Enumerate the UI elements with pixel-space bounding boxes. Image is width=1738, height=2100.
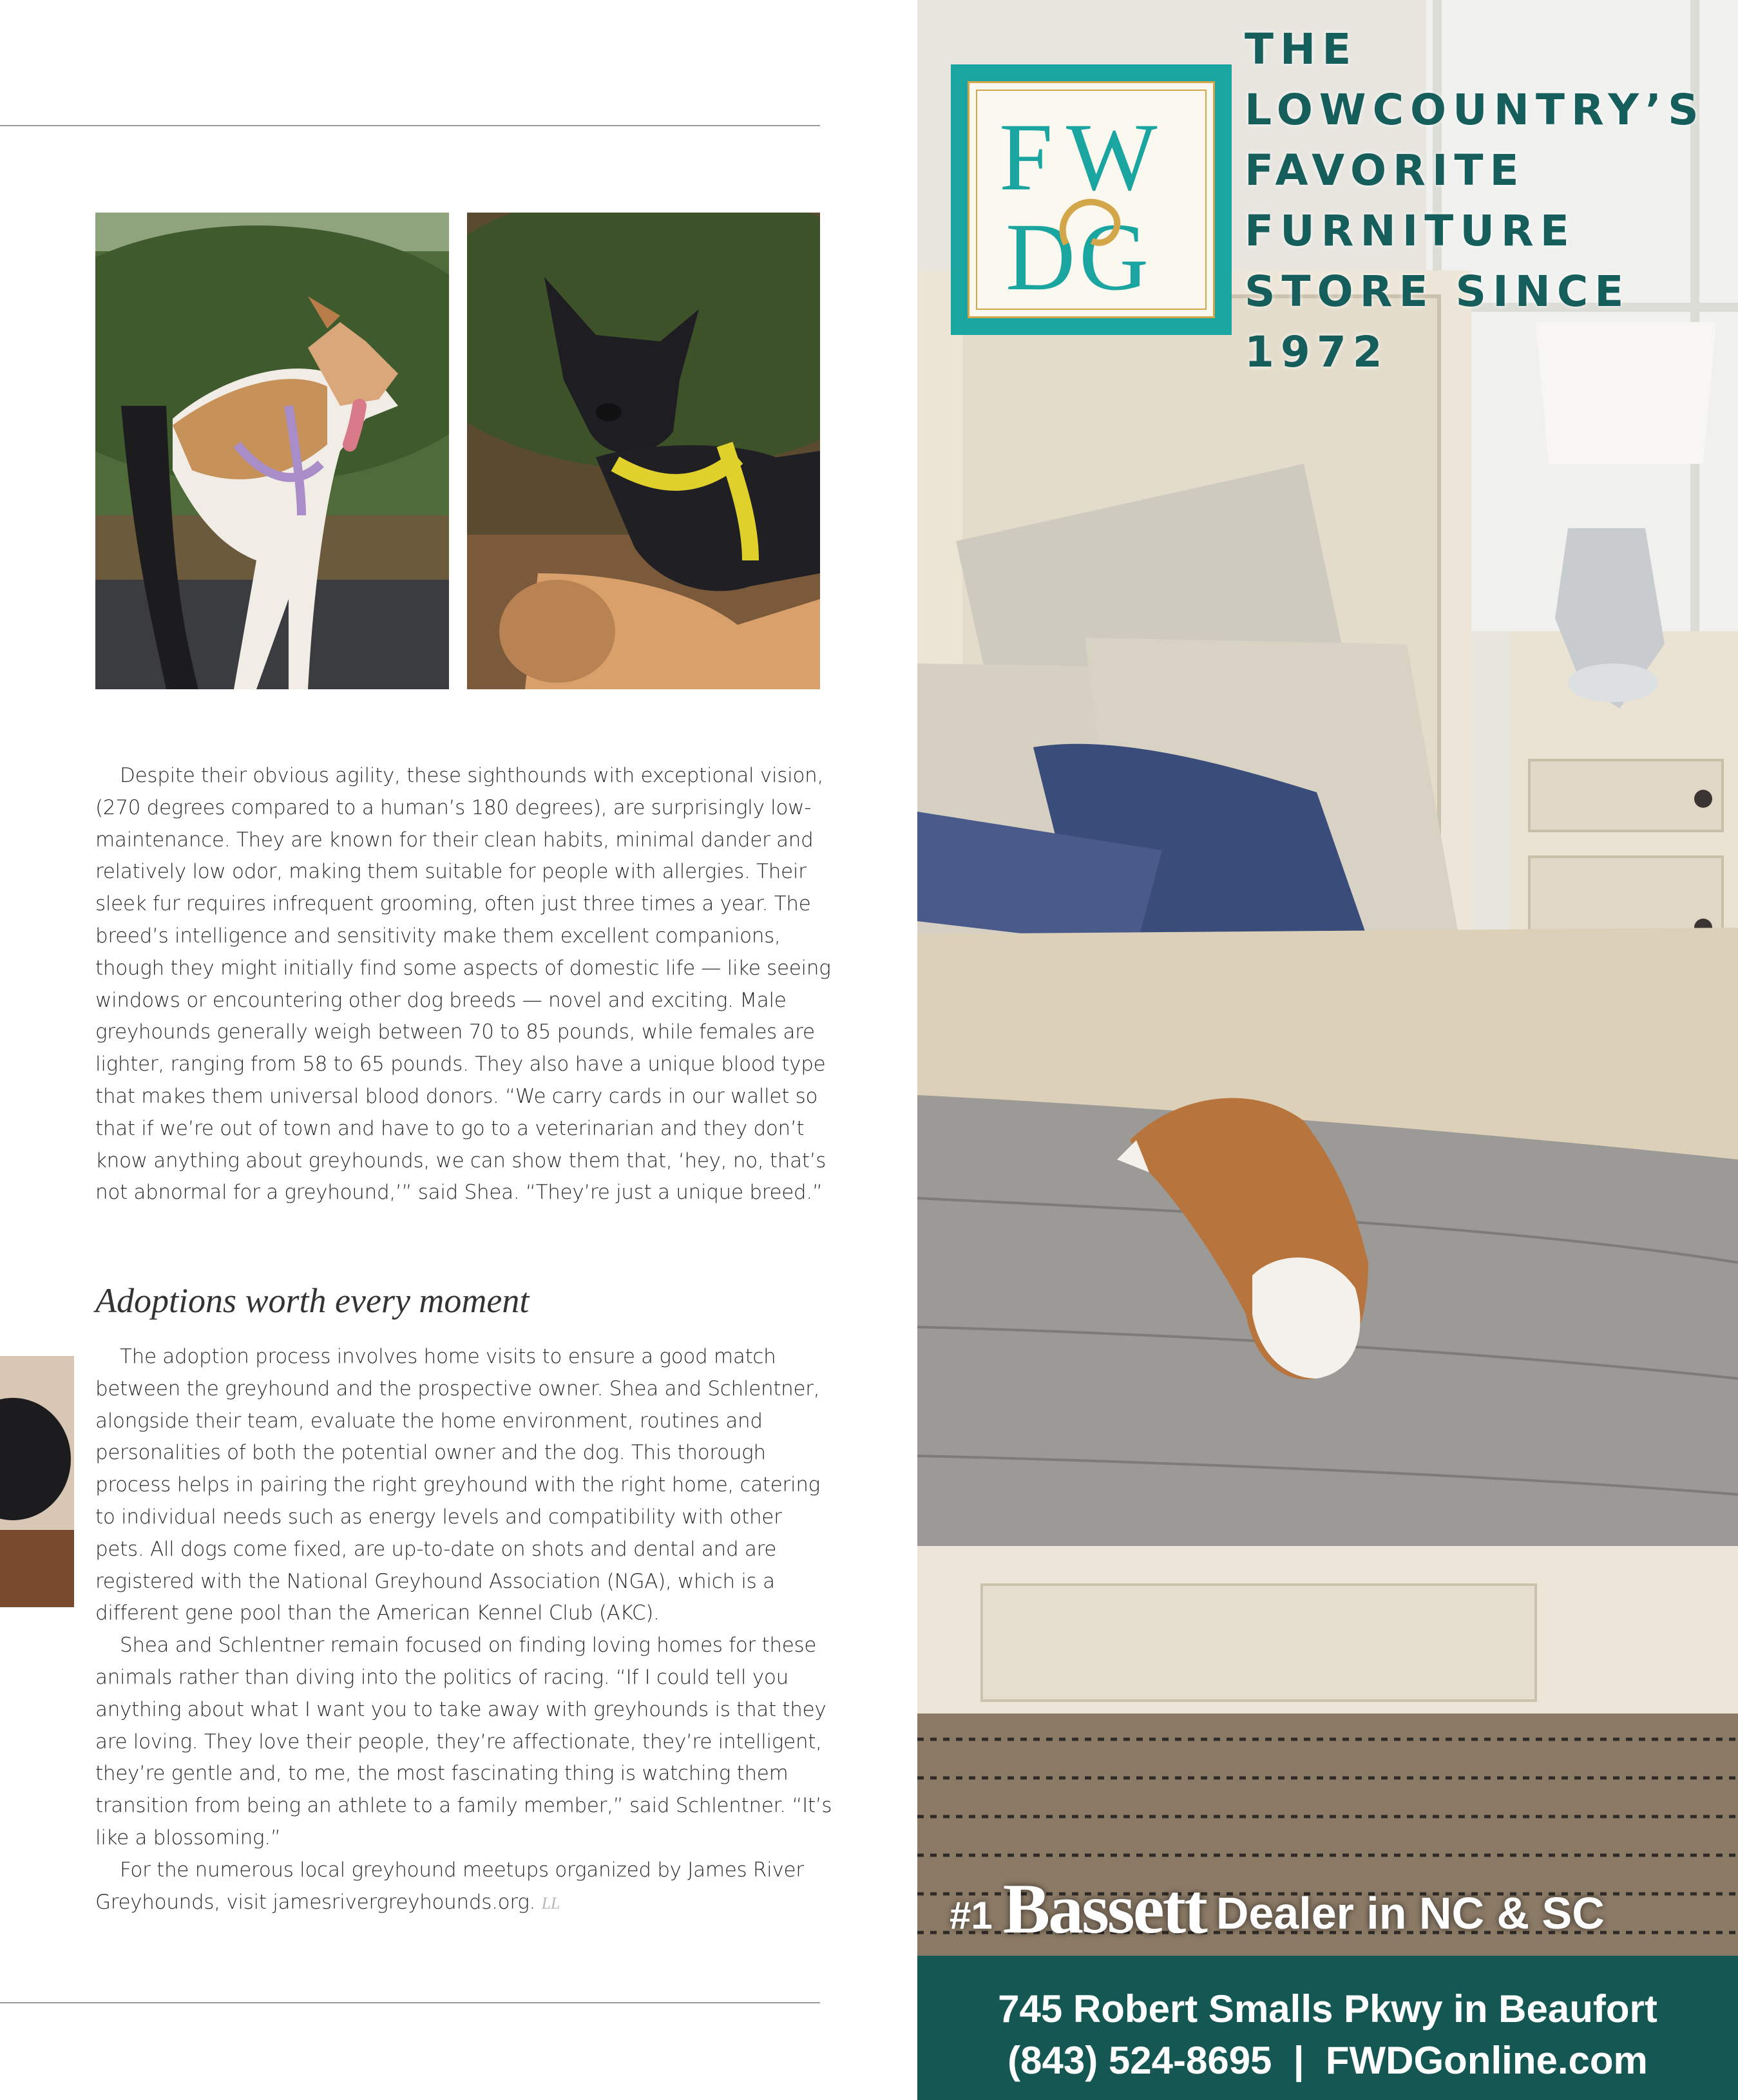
- article-body-part2: [95, 1341, 836, 1919]
- store-address: 745 Robert Smalls Pkwy in Beaufort: [998, 1987, 1657, 2030]
- tagline-line: LOWCOUNTRY’S: [1245, 85, 1705, 135]
- tagline-line: THE: [1245, 24, 1358, 74]
- store-contact[interactable]: (843) 524-8695 | FWDGonline.com: [1007, 2039, 1648, 2082]
- top-rule: [0, 125, 820, 126]
- article-paragraph: The adoption process involves home visits to ensure a good match between the greyhound and the prospective owner. Shea and Schlentner, alongside their team, evaluate the home environment, routines and personalities of both the potential owner and the dog. This thorough process helps in pairing the right greyhound with the right home, catering to individual needs such as energy levels and compatibility with other pets. All dogs come fixed, are up-to-date on shots and dental and are registered with the National Greyhound Association (NGA), which is a different gene pool than the American Kennel Club (AKC).: [95, 1345, 820, 1625]
- article-paragraph: Shea and Schlentner remain focused on finding loving homes for these animals rather than diving into the politics of racing. “If I could tell you anything about what I want you to take away with greyhounds is that they are loving. They love their people, they’re affectionate, they’re intelligent, they’re gentle and, to me, the most fascinating thing is watching them transition from being an athlete to a family member,” said Schlentner. “It’s like a blossoming.”: [95, 1634, 832, 1849]
- fwdg-logo: [951, 64, 1232, 335]
- svg-text:G: G: [1079, 204, 1149, 310]
- article-subhead: Adoptions worth every moment: [95, 1281, 530, 1320]
- bottom-rule: [0, 2002, 820, 2003]
- ad-contact-footer: [917, 1956, 1738, 2100]
- greyhound-photo-right: [467, 213, 820, 689]
- svg-text:F: F: [999, 104, 1053, 211]
- svg-text:D: D: [1006, 204, 1076, 310]
- tagline-line: FAVORITE: [1245, 146, 1525, 195]
- article-paragraph: Despite their obvious agility, these sighthounds with exceptional vision, (270 degrees compared to a human’s 180 degrees), are surprisingly low-maintenance. They are known for their clean habits, minimal dander and relatively low odor, making them suitable for people with allergies. Their sleek fur requires infrequent grooming, often just three times a year. The breed’s intelligence and sensitivity make them excellent companions, though they might initially find some aspects of domestic life — like seeing windows or encountering other dog breeds — novel and exciting. Male greyhounds generally weigh between 70 to 85 pounds, while females are lighter, ranging from 58 to 65 pounds. They also have a unique blood type that makes them universal blood donors. “We carry cards in our wallet so that if we’re out of town and have to go to a veterinarian and they don’t know anything about greyhounds, we can show them that, ‘hey, no, that’s not abnormal for a greyhound,’” said Shea. “They’re just a unique breed.”: [95, 764, 831, 1205]
- partial-photo-edge: [0, 1356, 74, 1607]
- fwdg-monogram: [969, 83, 1213, 316]
- tagline-line: 1972: [1245, 327, 1389, 377]
- tagline-line: FURNITURE: [1245, 206, 1576, 256]
- article-body-part1: [95, 760, 836, 1209]
- greyhound-photo-left: [95, 213, 449, 689]
- svg-text:W: W: [1066, 104, 1158, 211]
- furniture-advertisement: [917, 0, 1738, 2100]
- ad-tagline: [1245, 19, 1705, 383]
- dealer-banner: [950, 1868, 1605, 1950]
- end-mark: LL: [541, 1893, 560, 1913]
- dealer-text: Dealer in NC & SC: [1216, 1888, 1605, 1938]
- bassett-logo: Bassett: [1002, 1869, 1206, 1948]
- dealer-rank: #1: [950, 1894, 993, 1937]
- tagline-line: STORE SINCE: [1245, 267, 1630, 316]
- article-paragraph: For the numerous local greyhound meetups organized by James River Greyhounds, visit jamesrivergreyhounds.org. LL: [95, 1858, 804, 1914]
